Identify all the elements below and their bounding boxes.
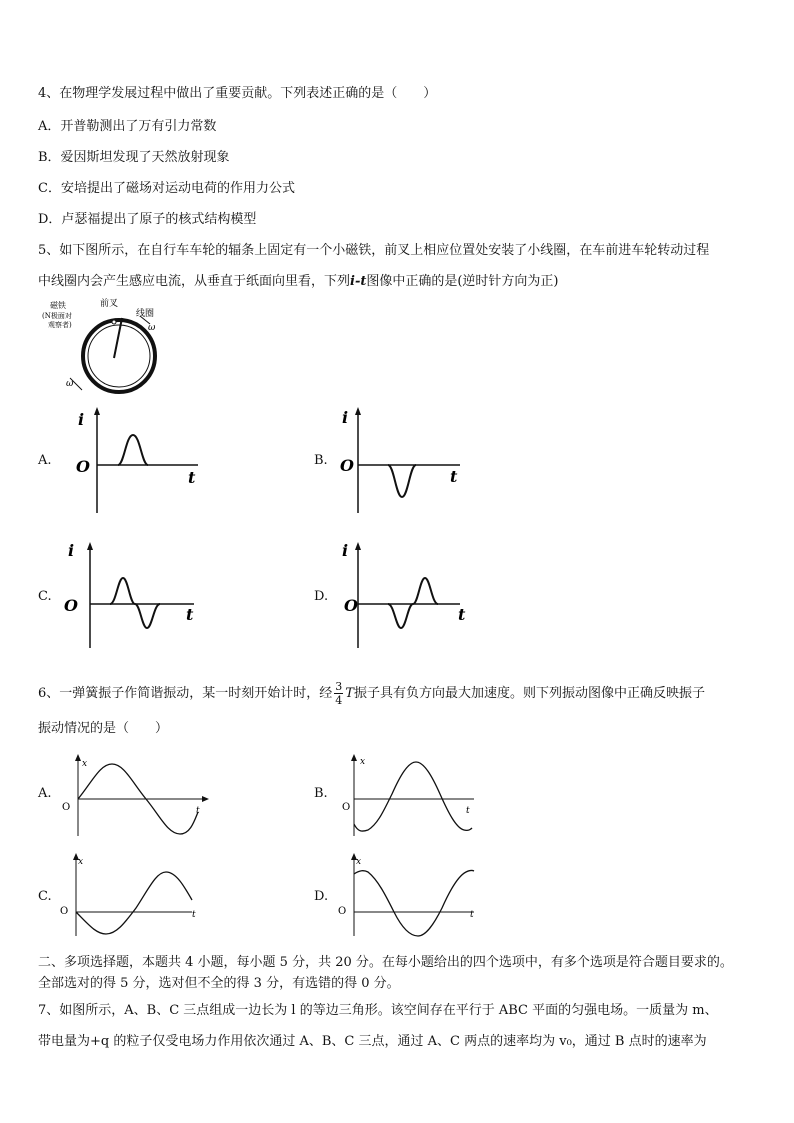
origin-label: O xyxy=(344,596,358,615)
q7-line1: 7、如图所示，A、B、C 三点组成一边长为 l 的等边三角形。该空间存在平行于 ABC 平面的匀强电场。一质量为 m、 xyxy=(38,1003,718,1018)
current-pulse-negative-then-positive xyxy=(388,578,438,628)
q5-line2a: 中线圈内会产生感应电流，从垂直于纸面向里看，下列 xyxy=(38,274,351,289)
section2-line2: 全部选对的得 5 分，选对但不全的得 3 分，有选错的得 0 分。 xyxy=(38,976,400,991)
q4-option-d: D．卢瑟福提出了原子的核式结构模型 xyxy=(38,212,257,227)
q5-wheel-figure xyxy=(40,296,170,396)
omega-left: ω xyxy=(66,379,74,389)
q7-line2: 带电量为+q 的粒子仅受电场力作用依次通过 A、B、C 三点，通过 A、C 两点的速率均为 v₀，通过 B 点时的速率为 xyxy=(38,1034,707,1049)
displacement-curve xyxy=(76,872,192,934)
x-axis-label: t xyxy=(188,468,196,487)
q4-stem: 4、在物理学发展过程中做出了重要贡献。下列表述正确的是（ ） xyxy=(38,86,437,101)
q6-line1a: 6、一弹簧振子作简谐振动，某一时刻开始计时，经 xyxy=(38,686,333,701)
q5-option-d-label: D. xyxy=(314,589,329,604)
origin-label: O xyxy=(62,802,71,813)
omega-right: ω xyxy=(148,323,156,333)
q6-option-c-label: C. xyxy=(38,889,52,904)
y-axis-arrow xyxy=(355,407,361,415)
q6-line2: 振动情况的是（ ） xyxy=(38,721,169,736)
q6-option-a-label: A. xyxy=(38,786,52,801)
y-axis-label: x xyxy=(360,757,366,767)
magnet-note-1: (N极面对 xyxy=(42,312,72,320)
origin-label: O xyxy=(340,456,354,475)
x-axis-label: t xyxy=(458,605,466,624)
coil-mark xyxy=(120,318,124,322)
y-axis-arrow xyxy=(87,542,93,550)
q5-graph-b xyxy=(336,405,486,517)
x-axis-label: t xyxy=(196,806,200,816)
q6-graph-c xyxy=(56,852,216,938)
q6-option-d-label: D. xyxy=(314,889,329,904)
q5-option-a-label: A. xyxy=(38,453,52,468)
q6-graph-b xyxy=(334,752,494,838)
y-axis-label: x xyxy=(78,857,84,867)
x-axis-label: t xyxy=(186,605,194,624)
q4-option-a: A．开普勒测出了万有引力常数 xyxy=(38,119,217,134)
q6-graph-d xyxy=(334,852,494,938)
origin-label: O xyxy=(338,906,347,917)
q6-frac-num: 3 xyxy=(335,680,343,693)
x-axis-label: t xyxy=(192,910,196,920)
y-axis-label: x xyxy=(356,857,362,867)
y-axis-label: x xyxy=(82,759,88,769)
q5-option-c-label: C. xyxy=(38,589,52,604)
displacement-curve xyxy=(354,762,472,831)
coil-label: 线圈 xyxy=(136,309,155,319)
y-axis-arrow xyxy=(351,754,357,761)
q5-option-b-label: B. xyxy=(314,453,328,468)
current-pulse-positive xyxy=(118,435,148,465)
y-axis-label: i xyxy=(78,410,85,429)
q5-it-label: i-t xyxy=(350,274,367,289)
y-axis-label: i xyxy=(342,408,349,427)
x-axis-label: t xyxy=(470,910,474,920)
x-axis-label: t xyxy=(466,806,470,816)
x-axis-arrow xyxy=(202,796,209,802)
magnet-note-2: 观察者) xyxy=(48,321,72,329)
q6-frac-var: T xyxy=(345,686,354,701)
magnet-mark xyxy=(112,320,116,324)
fork-label: 前叉 xyxy=(100,299,119,309)
q6-line1 xyxy=(38,680,705,707)
section2-line1: 二、多项选择题，本题共 4 小题，每小题 5 分，共 20 分。在每小题给出的四个选项中，有多个选项是符合题目要求的。 xyxy=(38,955,733,970)
y-axis-arrow xyxy=(75,754,81,761)
y-axis-label: i xyxy=(68,541,75,560)
x-axis-label: t xyxy=(450,467,458,486)
origin-label: O xyxy=(342,802,351,813)
q4-option-c: C．安培提出了磁场对运动电荷的作用力公式 xyxy=(38,181,295,196)
q6-fraction xyxy=(334,680,343,707)
q4-option-b: B．爱因斯坦发现了天然放射现象 xyxy=(38,150,230,165)
y-axis-arrow xyxy=(94,407,100,415)
q5-line1: 5、如下图所示，在自行车车轮的辐条上固定有一个小磁铁，前叉上相应位置处安装了小线圈，在车前进车轮转动过程 xyxy=(38,243,710,258)
q5-graph-c xyxy=(60,540,210,652)
q6-frac-den: 4 xyxy=(335,694,343,707)
origin-label: O xyxy=(76,457,90,476)
q5-line2 xyxy=(38,270,559,289)
origin-label: O xyxy=(64,596,78,615)
q5-graph-a xyxy=(60,405,210,517)
magnet-label: 磁铁 xyxy=(50,301,66,310)
origin-label: O xyxy=(60,906,69,917)
q6-line1b: 振子具有负方向最大加速度。则下列振动图像中正确反映振子 xyxy=(353,686,705,701)
q6-option-b-label: B. xyxy=(314,786,328,801)
q6-graph-a xyxy=(56,752,216,838)
current-pulse-negative xyxy=(388,465,416,497)
displacement-curve xyxy=(354,870,474,936)
current-pulse-positive-then-negative xyxy=(110,578,160,628)
q5-graph-d xyxy=(336,540,486,652)
y-axis-label: i xyxy=(342,541,349,560)
y-axis-arrow xyxy=(355,542,361,550)
q5-line2b: 图像中正确的是(逆时针方向为正) xyxy=(366,274,559,289)
